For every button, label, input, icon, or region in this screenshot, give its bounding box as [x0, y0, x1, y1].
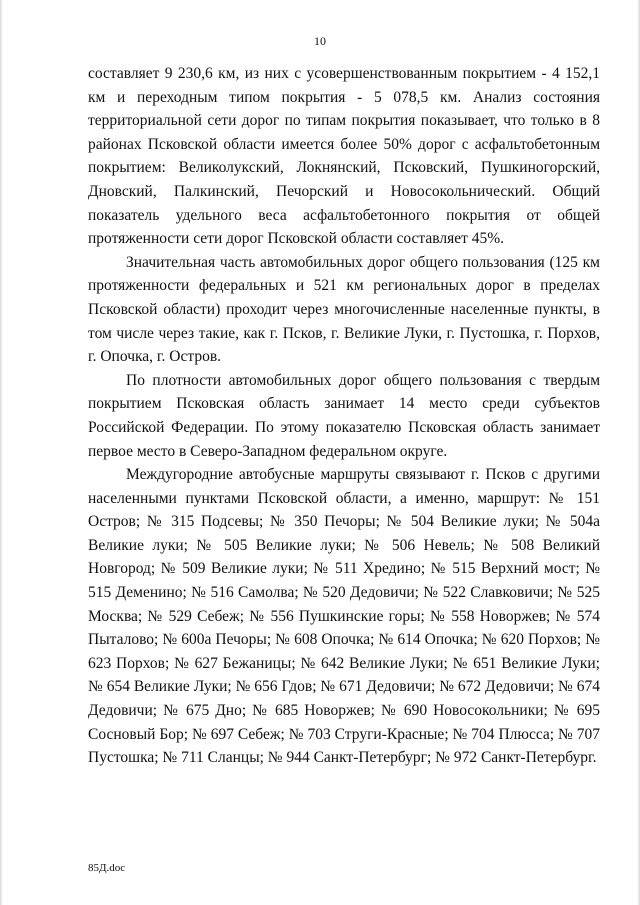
page-number: 10	[314, 34, 326, 48]
scan-edge-left	[0, 0, 3, 905]
footer-filename: 85Д.doc	[88, 862, 126, 874]
paragraph-settlements: Значительная часть автомобильных дорог общего пользования (125 км протяженности федеральных и 521 км региональных дорог в пределах Псковской области) проходит через многочисленные населенные пункты, в том числе через такие, как г. Псков, г. Великие Луки, г. Пустошка, г. Порхов, г. Опочка, г. Остров.	[88, 253, 600, 366]
paragraph-bus-routes: Междугородние автобусные маршруты связывают г. Псков с другими населенными пунктами Псковской области, а именно, маршрут: № 151 Остров; № 315 Подсевы; № 350 Печоры; № 504 Великие луки; № 504а Великие луки; № 505 Великие луки; № 506 Невель; № 508 Великий Новгород; № 509 Великие луки; № 511 Хредино; № 515 Верхний мост; № 515 Деменино; № 516 Самолва; № 520 Дедовичи; № 522 Славковичи; № 525 Москва; № 529 Себеж; № 556 Пушкинские горы; № 558 Новоржев; № 574 Пыталово; № 600а Печоры; № 608 Опочка; № 614 Опочка; № 620 Порхов; № 623 Порхов; № 627 Бежаницы; № 642 Великие Луки; № 651 Великие Луки; № 654 Великие Луки; № 656 Гдов; № 671 Дедовичи; № 672 Дедовичи; № 674 Дедовичи; № 675 Дно; № 685 Новоржев; № 690 Новосокольники; № 695 Сосновый Бор; № 697 Себеж; № 703 Струги-Красные; № 704 Плюсса; № 707 Пустошка; № 711 Сланцы; № 944 Санкт-Петербург; № 972 Санкт-Петербург.	[88, 466, 600, 767]
paragraph-road-surface: составляет 9 230,6 км, из них с усовершенствованным покрытием - 4 152,1 км и переходным типом покрытия - 5 078,5 км. Анализ состояния территориальной сети дорог по типам покрытия показывает, что только в 8 районах Псковской области имеется более 50% дорог с асфальтобетонным покрытием: Великолукский, Локнянский, Псковский, Пушкиногорский, Дновский, Палкинский, Печорский и Новосокольнический. Общий показатель удельного веса асфальтобетонного покрытия от общей протяженности сети дорог Псковской области составляет 45%.	[88, 65, 600, 248]
paragraph-road-density: По плотности автомобильных дорог общего пользования с твердым покрытием Псковская область занимает 14 место среди субъектов Российской Федерации. По этому показателю Псковская область занимает первое место в Северо-Западном федеральном округе.	[88, 371, 600, 460]
document-body	[88, 62, 600, 770]
